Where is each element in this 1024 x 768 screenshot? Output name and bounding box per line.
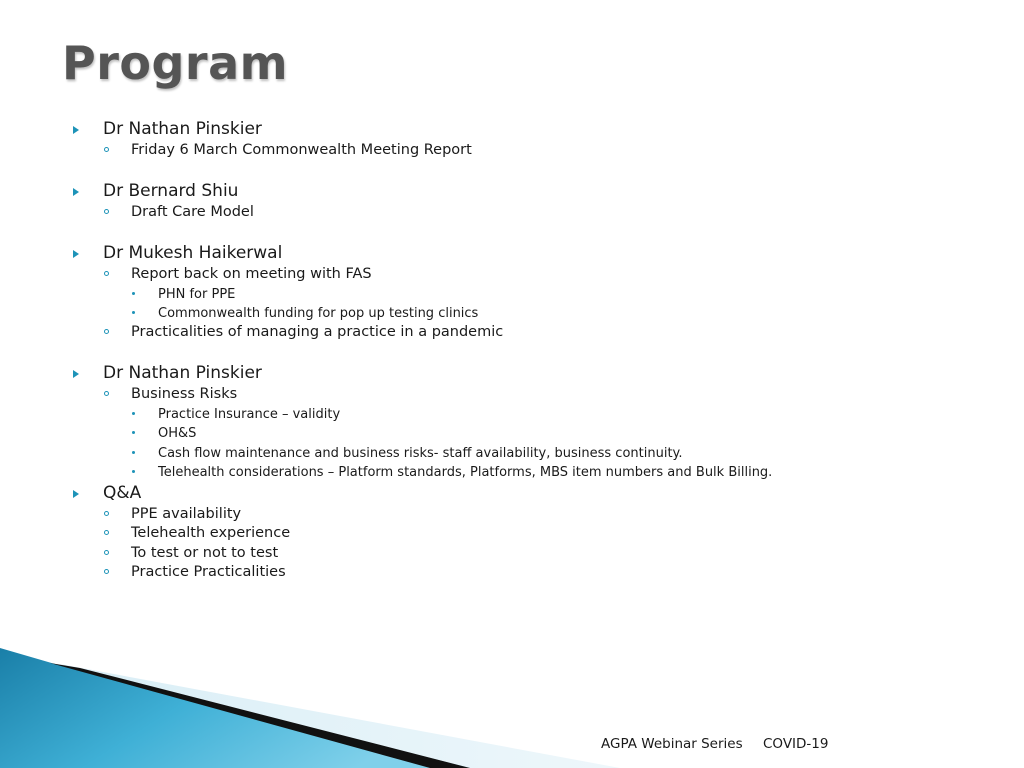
presenter-name: Dr Mukesh Haikerwal xyxy=(103,243,283,263)
presenter-name: Dr Bernard Shiu xyxy=(103,181,239,201)
agenda-item: Telehealth experience xyxy=(131,525,291,541)
presenter-name: Q&A xyxy=(103,483,142,503)
slide-title: Program xyxy=(62,36,289,90)
agenda-subitem: Commonwealth funding for pop up testing clinics xyxy=(158,306,479,321)
agenda-subitem: Telehealth considerations – Platform standards, Platforms, MBS item numbers and Bulk Billing. xyxy=(158,465,773,480)
footer-topic: COVID-19 xyxy=(763,736,829,752)
agenda-item: Practicalities of managing a practice in a pandemic xyxy=(131,324,504,340)
agenda-subitem: Cash flow maintenance and business risks- staff availability, business continuity. xyxy=(158,446,683,461)
presenter-name: Dr Nathan Pinskier xyxy=(103,119,262,139)
agenda-item: To test or not to test xyxy=(131,545,279,561)
agenda-item: Draft Care Model xyxy=(131,204,254,220)
agenda-item: Practice Practicalities xyxy=(131,564,286,580)
presenter-name: Dr Nathan Pinskier xyxy=(103,363,262,383)
footer-series: AGPA Webinar Series xyxy=(601,736,743,752)
agenda-subitem: Practice Insurance – validity xyxy=(158,407,341,422)
agenda-subitem: PHN for PPE xyxy=(158,287,236,302)
agenda-item: Report back on meeting with FAS xyxy=(131,266,372,282)
agenda-item: PPE availability xyxy=(131,506,242,522)
agenda-item: Business Risks xyxy=(131,386,238,402)
agenda-subitem: OH&S xyxy=(158,426,197,441)
agenda-item: Friday 6 March Commonwealth Meeting Report xyxy=(131,142,472,158)
